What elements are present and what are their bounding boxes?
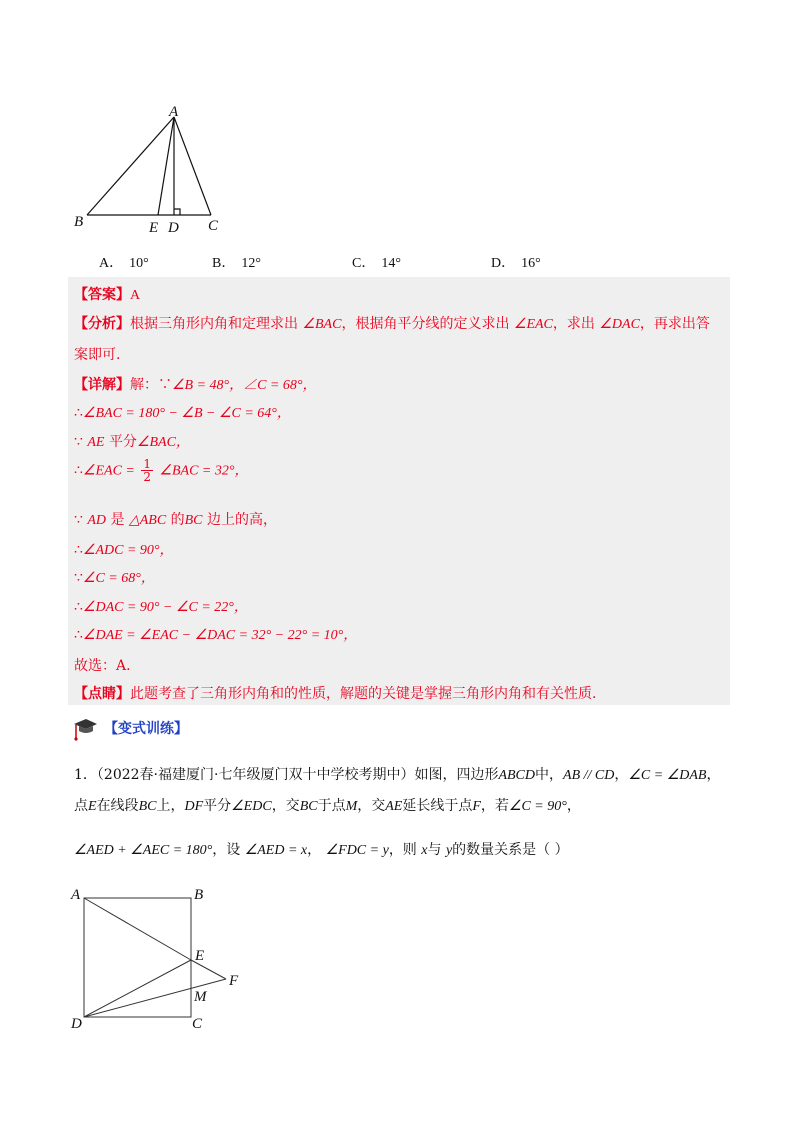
label-F2: F — [229, 973, 239, 989]
section-title: 【变式训练】 — [104, 721, 188, 737]
analysis-line-1: 【分析】根据三角形内角和定理求出 ∠BAC，根据角平分线的定义求出 ∠EAC，求出 ∠DAC，再求出答 — [74, 316, 710, 332]
detail-line-2: ∴∠BAC = 180° − ∠B − ∠C = 64°， — [74, 405, 291, 421]
option-d: D． 16° — [491, 256, 541, 271]
label-C: C — [208, 218, 219, 234]
option-b: B． 12° — [212, 256, 261, 271]
label-B: B — [74, 214, 84, 230]
detail-line-1: 【详解】解：∵∠B = 48°，∠C = 68°， — [74, 377, 317, 393]
label-E: E — [149, 220, 159, 236]
option-a: A． 10° — [99, 256, 149, 271]
question-line-1: 1．（2022春·福建厦门·七年级厦门双十中学校考期中）如图，四边形ABCD中，AB // CD，∠C = ∠DAB， — [74, 767, 721, 783]
analysis-line-2: 案即可. — [74, 347, 121, 363]
fraction-half: $\frac{1}{2}$ — [143, 457, 151, 484]
detail-line-5: ∵ AD 是 △ABC 的BC 边上的高， — [74, 512, 277, 528]
question-line-3: ∠AED + ∠AEC = 180°，设 ∠AED = x， ∠FDC = y，则 x与 y的数量关系是（ ） — [74, 842, 569, 858]
choice-line: 故选：A. — [74, 658, 131, 674]
quadrilateral-figure — [68, 885, 248, 1035]
label-A: A — [169, 104, 179, 120]
question-line-2: 点E在线段BC上，DF平分∠EDC，交BC于点M，交AE延长线于点F，若∠C = 90°， — [74, 798, 581, 814]
detail-line-3: ∵ AE 平分∠BAC， — [74, 434, 190, 450]
detail-line-6: ∴∠ADC = 90°， — [74, 542, 174, 558]
label-C2: C — [192, 1016, 203, 1032]
label-B2: B — [194, 887, 204, 903]
graduation-cap-icon — [72, 716, 98, 742]
detail-line-7: ∵∠C = 68°， — [74, 570, 155, 586]
triangle-figure — [70, 100, 240, 240]
label-D2: D — [71, 1016, 82, 1032]
detail-line-4: ∴∠EAC = $\frac{1}{2}$ ∠BAC = 32°， — [74, 457, 249, 484]
answer-line: 【答案】A — [74, 287, 141, 303]
detail-line-9: ∴∠DAE = ∠EAC − ∠DAC = 32° − 22° = 10°， — [74, 627, 358, 643]
label-A2: A — [71, 887, 81, 903]
label-D: D — [168, 220, 179, 236]
detail-line-8: ∴∠DAC = 90° − ∠C = 22°， — [74, 599, 248, 615]
option-c: C． 14° — [352, 256, 401, 271]
label-E2: E — [195, 948, 205, 964]
comment-line: 【点睛】此题考查了三角形内角和的性质，解题的关键是掌握三角形内角和有关性质. — [74, 686, 597, 702]
label-M2: M — [194, 989, 207, 1005]
